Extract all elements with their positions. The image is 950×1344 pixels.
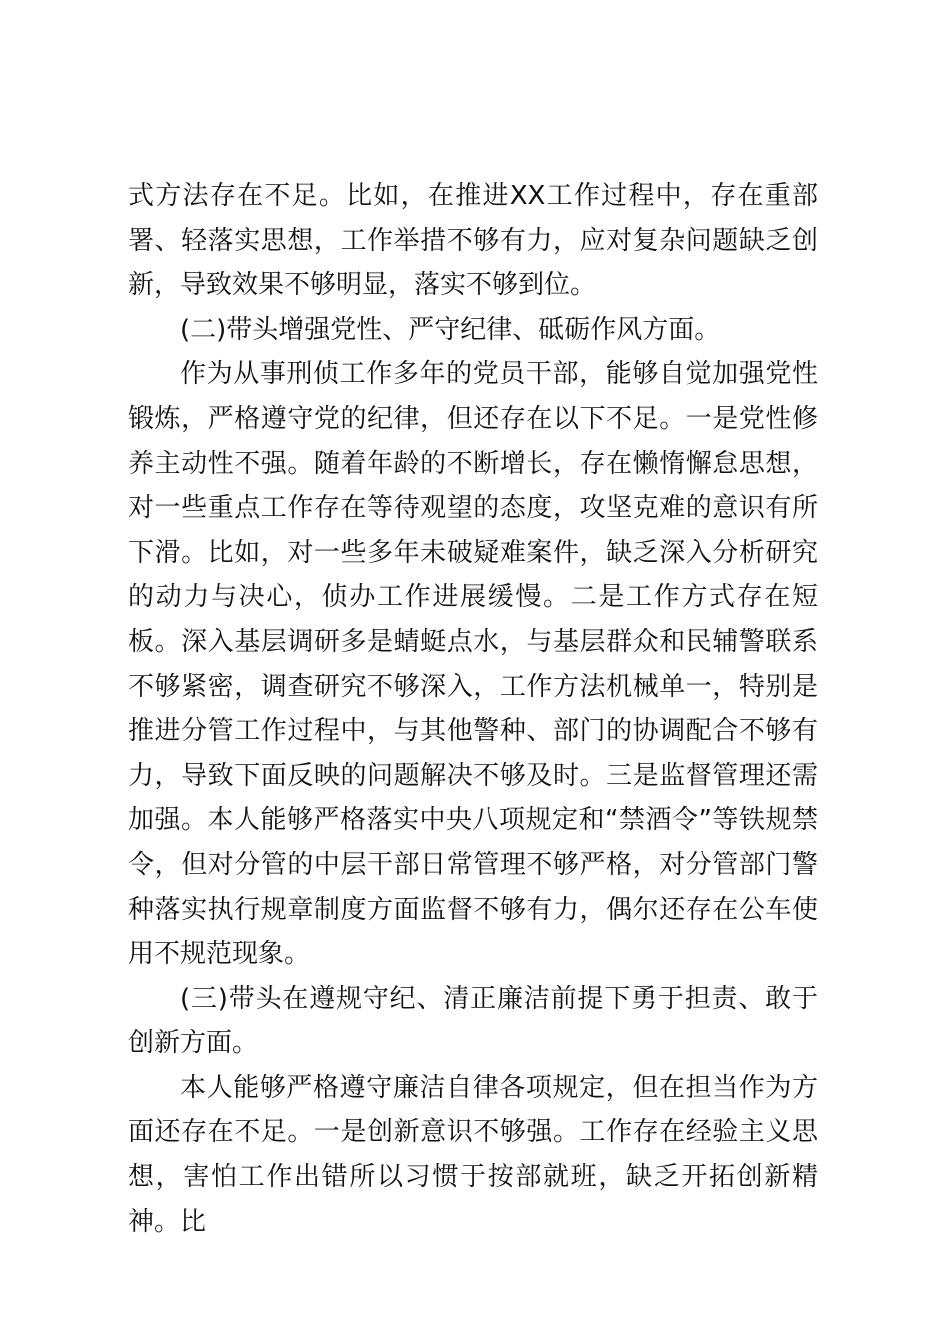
section-heading-two: (二)带头增强党性、严守纪律、砥砺作风方面。 [180,314,721,345]
document-body [128,174,818,1244]
paragraph-party-discipline: 作为从事刑侦工作多年的党员干部，能够自觉加强党性锻炼，严格遵守党的纪律，但还存在以下不足。一是党性修养主动性不强。随着年龄的不断增长，存在懒惰懈怠思想，对一些重点工作存在等待观望的态度，攻坚克难的意识有所下滑。比如，对一些多年未破疑难案件，缺乏深入分析研究的动力与决心，侦办工作进展缓慢。二是工作方式存在短板。深入基层调研多是蜻蜓点水，与基层群众和民辅警联系不够紧密，调查研究不够深入，工作方法机械单一，特别是推进分管工作过程中，与其他警种、部门的协调配合不够有力，导致下面反映的问题解决不够及时。三是监督管理还需加强。本人能够严格落实中央八项规定和“禁酒令”等铁规禁令，但对分管的中层干部日常管理不够严格，对分管部门警种落实执行规章制度方面监督不够有力，偶尔还存在公车使用不规范现象。 [128,359,818,970]
paragraph-integrity-innovation: 本人能够严格遵守廉洁自律各项规定，但在担当作为方面还存在不足。一是创新意识不够强。工作存在经验主义思想，害怕工作出错所以习惯于按部就班，缺乏开拓创新精神。比 [128,1072,818,1237]
paragraph-continuation: 式方法存在不足。比如，在推进XX工作过程中，存在重部署、轻落实思想，工作举措不够有力，应对复杂问题缺乏创新，导致效果不够明显，落实不够到位。 [128,181,818,301]
section-heading-three: (三)带头在遵规守纪、清正廉洁前提下勇于担责、敢于创新方面。 [128,983,818,1059]
